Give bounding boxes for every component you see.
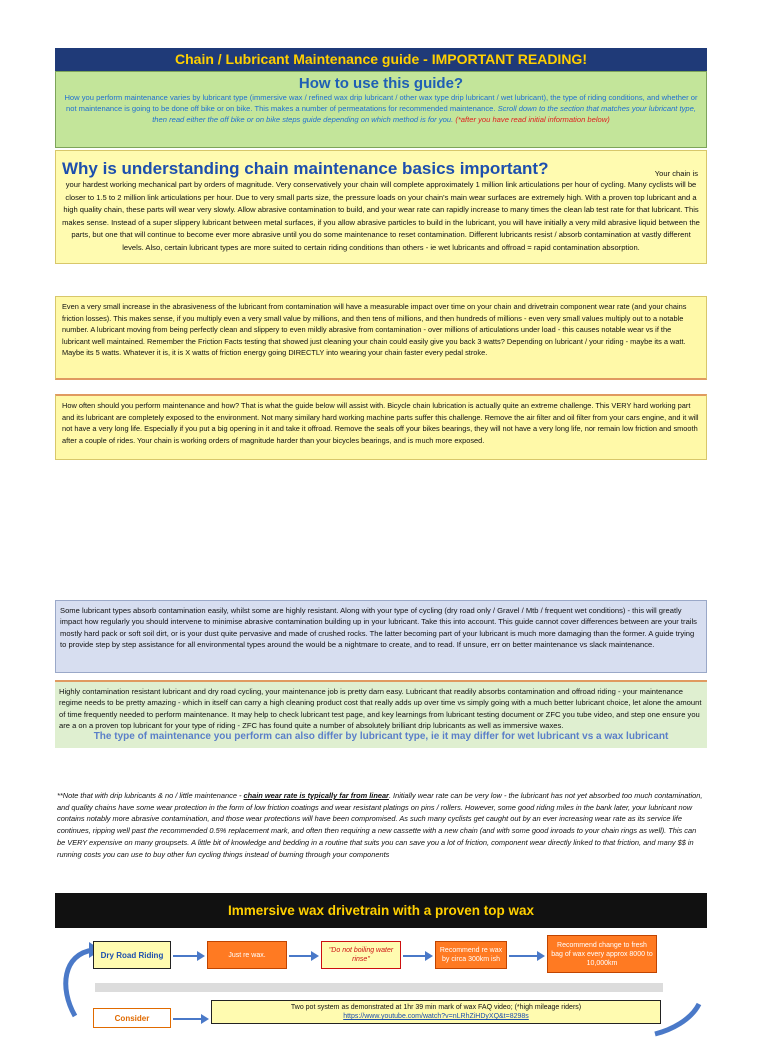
two-pot-system-box [211, 1000, 661, 1024]
two-pot-text: Two pot system as demonstrated at 1hr 39 min mark of wax FAQ video; (*high mileage riders) [290, 1004, 582, 1011]
arrow-icon [289, 955, 317, 957]
arrow-icon [509, 955, 543, 957]
rewax-interval-box: Recommend re wax by circa 300km ish [435, 941, 507, 969]
maintenance-type-note: The type of maintenance you perform can also differ by lubricant type, ie it may differ for wet lubricant vs a wax lubricant [93, 731, 669, 742]
note-body: . Initially wear rate can be very low - the lubricant has not yet absorbed too much contamination, and quality chains have some wear protection in the form of low friction coatings and wear resistant platings on pins / rollers. However, some good riding miles in the bank later, your lubricant now contains notably more abrasive contamination, and those wear protections will have been compromised. As such many cyclists get caught out by an ever increasing wear rate as its service life continues, ripping well past the recommended 0.5% replacement mark, and often then requiring a new cassette with a new chain (and with some good inroads to your chain rings as well). This can be VERY expensive on many groupsets. A little bit of knowledge and bedding in a routine that suits you can save you a lot of friction, component wear directly linked to that friction, and many $$ in running costs you can use to buy other fun cycling things instead of burning through your components [57, 791, 703, 859]
rewax-box: Just re wax. [207, 941, 287, 969]
immersive-wax-header: Immersive wax drivetrain with a proven top wax [55, 893, 707, 928]
why-tail-text: Your chain is [654, 169, 698, 178]
fresh-wax-box: Recommend change to fresh bag of wax every approx 8000 to 10,000km [547, 935, 657, 973]
divider-bar [95, 983, 663, 992]
wax-faq-video-link[interactable]: https://www.youtube.com/watch?v=nLRhZiHDyXQ&t=8298s [343, 1013, 529, 1020]
howto-red-note: (*after you have read initial information below) [455, 115, 610, 124]
abrasiveness-paragraph: Even a very small increase in the abrasiveness of the lubricant from contamination will have a measurable impact over time on your chain and drivetrain component wear rate (and your chains friction losses). This makes sense, if you multiply even a very small value by millions, and then tens of millions, and then hundreds of millions - even very small values multiply out to a notable number. A lubricant moving from being perfectly clean and slippery to even mildly abrasive from contamination - over millions of articulations under load - this causes notable wear vs if the lubricant well maintained. Remember the Friction Facts testing that showed just cleaning your chain could easily give you back 3 watts? Depending on lubricant / your riding - maybe its a watt. Maybe its 5 watts. Whatever it is, it is X watts of friction energy going DIRECTLY into wearing your chain faster every pedal stroke. [55, 296, 707, 380]
dry-road-riding-box: Dry Road Riding [93, 941, 171, 969]
consider-box: Consider [93, 1008, 171, 1028]
maintenance-frequency-paragraph: How often should you perform maintenance and how? That is what the guide below will assist with. Bicycle chain lubrication is actually quite an extreme challenge. This VERY hard working part and its lubricant are completely exposed to the environment. Not many similary hard working machine parts suffer this challenge. Remove the air filter and oil filter from your cars engine, and it will not have a very long life. Especially if you put a big opening in it and take it offroad. Remove the seals off your bikes bearings, they will not have a very long life, nor remain low friction and smooth after a couple of rides. Your chain is working orders of magnitude harder than your bicycles bearings, and is much more exposed. [55, 394, 707, 460]
howto-title: How to use this guide? [298, 75, 464, 92]
drip-lubricant-note [55, 788, 707, 882]
resistant-lubricant-paragraph [55, 680, 707, 748]
why-body: your hardest working mechanical part by orders of magnitude. Very conservatively your chain will complete approximately 1 million link articulations per hour of cycling. Many cyclists will be closer to 1.5 to 2 million link articulations per hour. Due to very small parts size, the pressure loads on your chain's main wear surfaces are extremely high. With a proven top lubricant and a high quality chain, these parts will wear very slowly. Allow abrasive contamination to build, and your wear rate can rapidly increase to many times the clean lab test rate for that lubricant. This makes sense. Instead of a super slippery lubricant between metal surfaces, if you allow abrasive particles to build in the lubricant, you will have initially a very mild abrasive liquid between the parts, but one that will continue to become ever more abrasive until you do some maintenance to reset contamination. Different lubricants resist / absorb contamination at vastly different levels. Also, certain lubricant types are more suited to certain riding conditions than others - ie wet lubricants and offroad = rapid contamination absorption. [62, 180, 700, 252]
note-emphasis: chain wear rate is typically far from linear [243, 791, 389, 800]
arrow-icon [403, 955, 431, 957]
immersive-wax-flow [55, 928, 707, 1024]
contamination-paragraph: Some lubricant types absorb contamination easily, whilst some are highly resistant. Along with your type of cycling (dry road only / Gravel / Mtb / frequent wet conditions) - this will greatly impact how regularly you should intervene to minimise abrasive contamination building up in your lubricant. Take this into account. This guide cannot cover differences between are your trails mostly hard pack or soft soil dirt, or is your dust quite pervasive and made of crushed rocks. The latter becoming part of your lubricant is much more damaging than the former. A guide trying to provide step by step assistance for all environmental types around the would be a nightmare to create, and to read. If unsure, err on better maintenance vs slack maintenance. [55, 600, 707, 673]
arrow-icon [173, 1018, 207, 1020]
howto-italic-text: Scroll down to the section that matches your lubricant type, then read either the off bike or on bike steps guide depending on which method is for you. [152, 104, 696, 124]
howto-body [64, 92, 698, 125]
howto-text: How you perform maintenance varies by lubricant type (immersive wax / refined wax drip lubricant / other wax type drip lubricant / wet lubricant), the type of riding conditions, and whether or not maintenance is going to be done off bike or on bike. This makes a number of permeatations for recommended maintenance. [64, 93, 698, 113]
why-section [55, 150, 707, 264]
why-title: Why is understanding chain maintenance basics important? [62, 159, 549, 178]
howto-section [55, 71, 707, 148]
note-intro: **Note that with drip lubricants & no / little maintenance - [57, 791, 242, 800]
resistant-lubricant-text: Highly contamination resistant lubricant and dry road cycling, your maintenance job is pretty darn easy. Lubricant that readily absorbs contamination and offroad riding - your maintenance regime needs to be pretty amazing - which in itself can carry a high cleaning product cost that really adds up over time vs simply going with a much better lubricant choice, let alone the amount of time frequently needed to perform maintenance. It may help to check lubricant test page, and key learnings from lubricant testing document or ZFC you tube video, and step one ensure you are a on a proven top lubricant for your type of riding - ZFC has found quite a number of absolutely brilliant drip lubricants as well as immersive waxes. [59, 687, 702, 731]
arrow-icon [173, 955, 203, 957]
no-boil-rinse-box: "Do not boiling water rinse" [321, 941, 401, 969]
page-banner: Chain / Lubricant Maintenance guide - IMPORTANT READING! [55, 48, 707, 71]
